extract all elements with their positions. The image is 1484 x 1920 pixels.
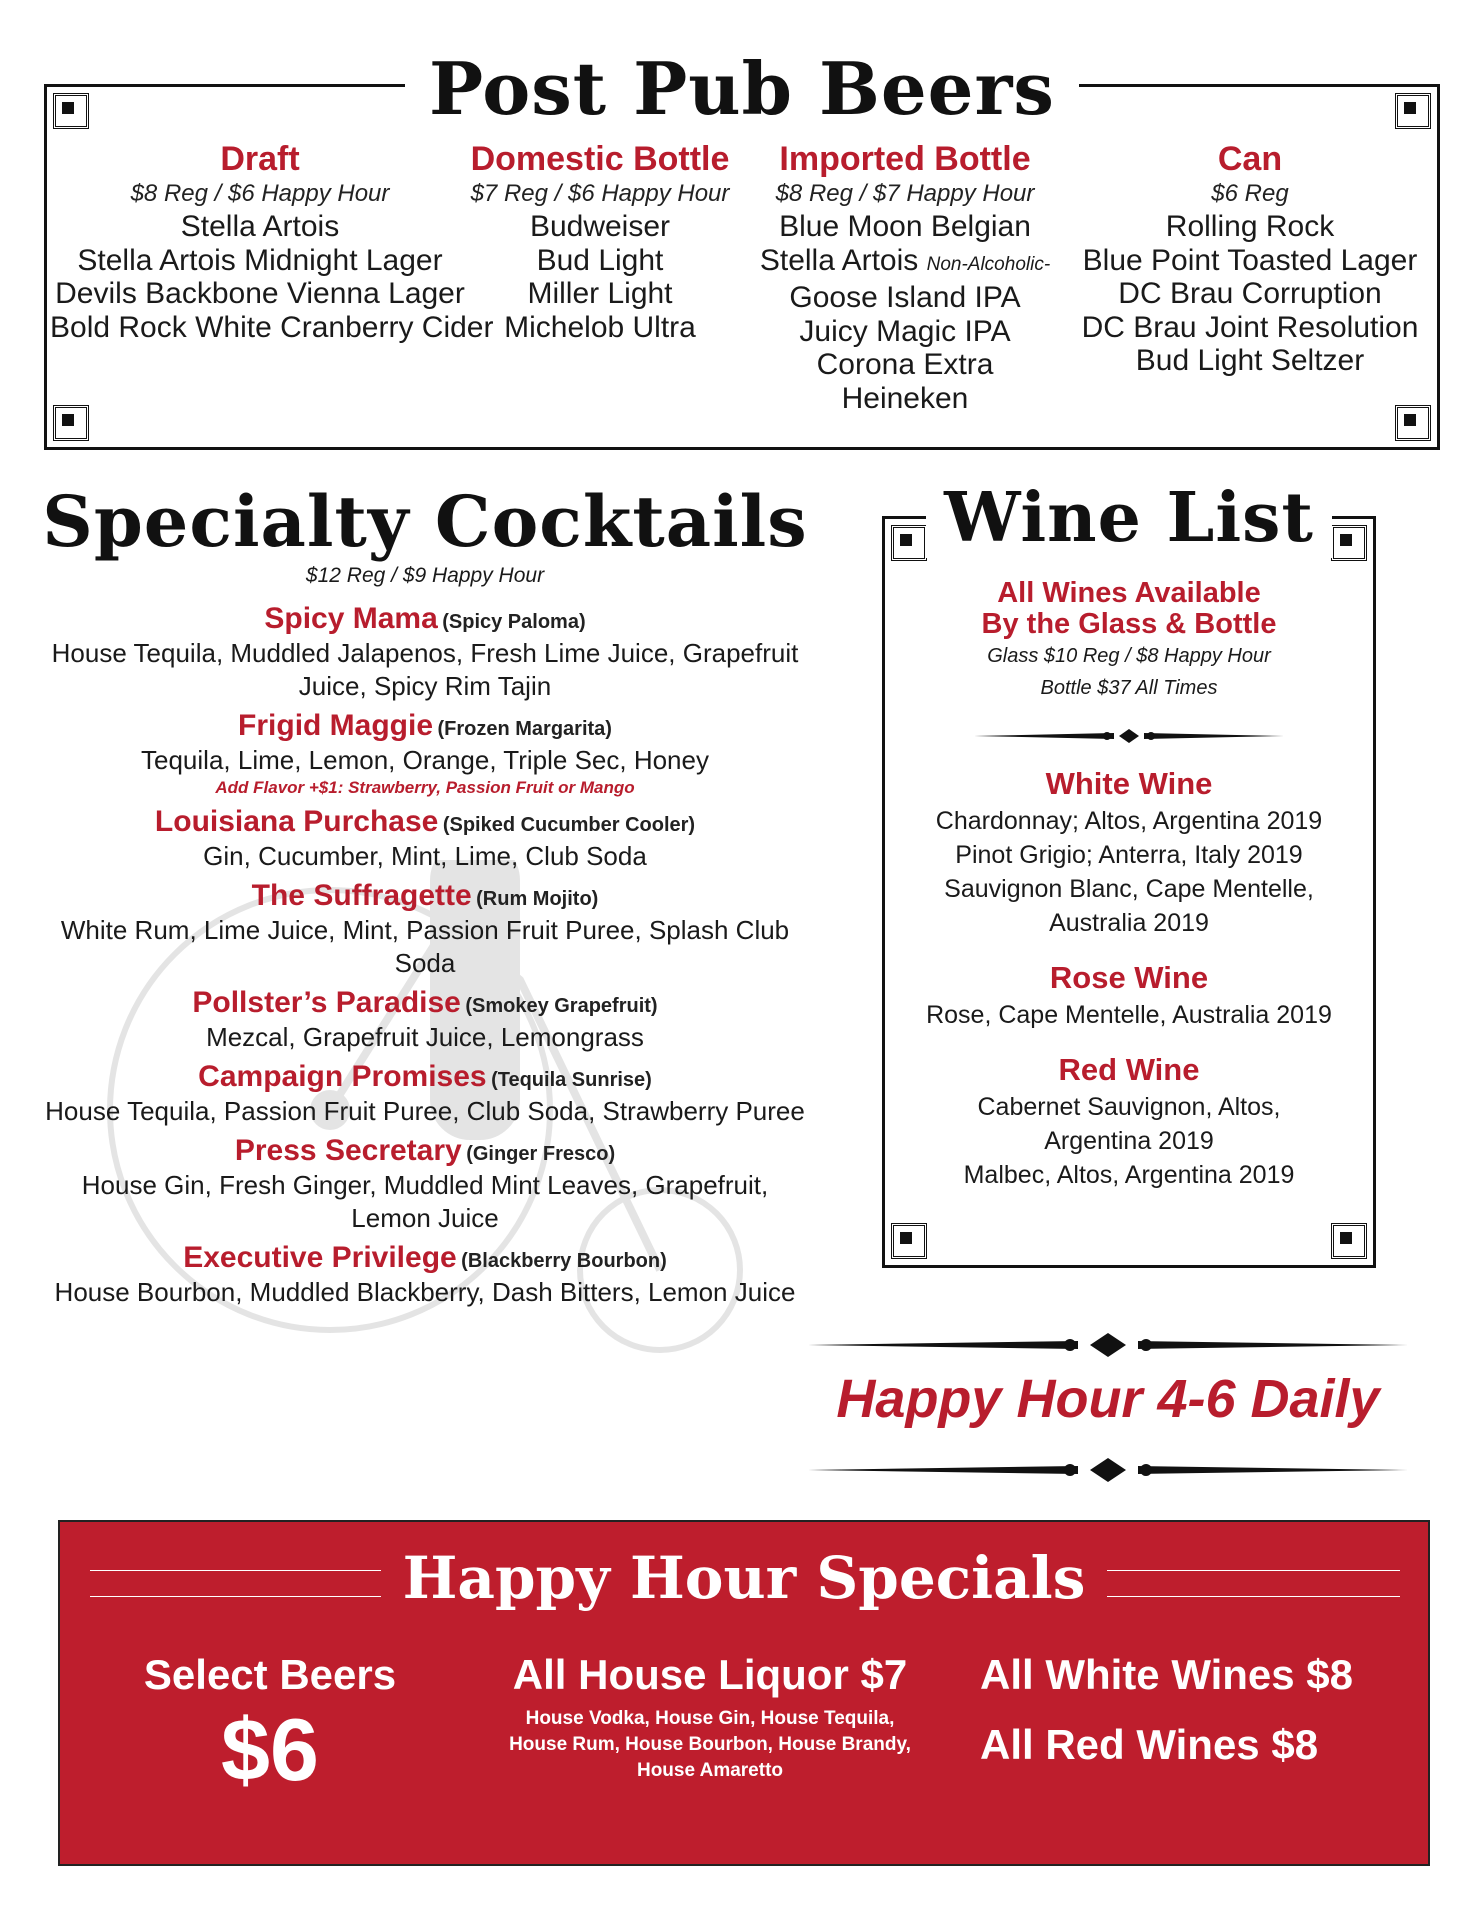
beer-column-imported [745,140,1065,415]
cocktail-name: Pollster’s Paradise [192,986,461,1019]
beer-item: Blue Moon Belgian [779,210,1031,243]
flourish-divider-top [808,1330,1408,1360]
column-heading: Domestic Bottle [470,140,730,178]
special-liquor-list: House Amaretto [636,1760,784,1781]
cocktail-name: Press Secretary [234,1134,462,1167]
wine-section-heading: White Wine [1045,766,1213,801]
special-red-wines: All Red Wines $8 [980,1721,1319,1768]
cocktail-subtitle: (Spiked Cucumber Cooler) [442,814,696,836]
cocktail-subtitle: (Spicy Paloma) [442,611,586,633]
special-beers-label: Select Beers [143,1651,397,1698]
wine-item: Cabernet Sauvignon, Altos, [977,1093,1281,1121]
cocktail-item [40,877,810,980]
beer-item: Devils Backbone Vienna Lager [55,277,465,310]
beer-item: Michelob Ultra [504,310,696,344]
cocktail-subtitle: (Tequila Sunrise) [491,1069,652,1091]
beers-title: Post Pub Beers [405,46,1079,131]
wine-bottle-price: Bottle $37 All Times [1040,677,1218,699]
specials-title: Happy Hour Specials [381,1544,1108,1612]
beer-item-with-note [745,244,1065,282]
wine-section-heading: Rose Wine [1049,960,1209,995]
special-liquor-list: House Vodka, House Gin, House Tequila, [525,1708,895,1729]
cocktail-ingredients: House Tequila, Muddled Jalapenos, Fresh Lime Juice, Grapefruit Juice, Spicy Rim Tajin [51,638,799,701]
beer-item: Stella Artois [180,210,340,243]
special-beers [100,1650,440,1800]
wine-glass-price: Glass $10 Reg / $8 Happy Hour [987,645,1271,667]
column-price: $8 Reg / $7 Happy Hour [775,180,1035,207]
cocktail-item [40,1239,810,1309]
cocktail-list [40,600,810,1313]
cocktail-name: Campaign Promises [198,1060,487,1093]
beer-item: Juicy Magic IPA [799,314,1011,348]
cocktail-subtitle: (Ginger Fresco) [466,1143,616,1165]
cocktail-item [40,707,810,799]
wine-headline: All Wines Available [997,577,1261,609]
beer-item: Bud Light Seltzer [1135,344,1365,377]
cocktail-ingredients: House Gin, Fresh Ginger, Muddled Mint Leaves, Grapefruit, Lemon Juice [81,1170,769,1233]
specials-panel [58,1520,1430,1866]
cocktail-item [40,984,810,1054]
wine-item: Rose, Cape Mentelle, Australia 2019 [926,1001,1332,1029]
flourish-divider [974,726,1284,746]
specials-title-wrap [60,1544,1428,1612]
cocktail-name: Frigid Maggie [238,709,434,742]
column-heading: Draft [220,140,300,178]
beer-item: Stella Artois Midnight Lager [77,243,443,277]
cocktail-item [40,1058,810,1128]
cocktails-price: $12 Reg / $9 Happy Hour [305,564,545,587]
beer-item: Goose Island IPA [789,281,1021,314]
corner-ornament [1331,1223,1367,1259]
corner-ornament [53,405,89,441]
beer-column-domestic [465,140,735,344]
cocktail-name: The Suffragette [251,879,472,912]
cocktail-ingredients: House Tequila, Passion Fruit Puree, Club Soda, Strawberry Puree [45,1096,805,1126]
wine-item: Australia 2019 [1049,909,1209,937]
beer-item: Heineken [841,381,969,415]
beer-item: Budweiser [529,210,671,243]
beer-item: Stella Artois [759,243,919,277]
wine-headline: By the Glass & Bottle [981,608,1277,640]
corner-ornament [1395,405,1431,441]
cocktail-name: Louisiana Purchase [154,805,439,838]
wine-section-heading: Red Wine [1058,1052,1200,1087]
cocktail-subtitle: (Blackberry Bourbon) [461,1250,667,1272]
cocktail-item [40,1132,810,1235]
special-beers-price: $6 [221,1700,319,1799]
beer-item: DC Brau Corruption [1118,277,1382,310]
corner-ornament [891,1223,927,1259]
wine-content [882,578,1376,1192]
flourish-divider-bottom [808,1455,1408,1485]
cocktail-subtitle: (Frozen Margarita) [437,718,612,740]
cocktail-ingredients: House Bourbon, Muddled Blackberry, Dash Bitters, Lemon Juice [54,1277,796,1307]
cocktail-ingredients: White Rum, Lime Juice, Mint, Passion Fruit Puree, Splash Club Soda [60,915,790,978]
wine-item: Chardonnay; Altos, Argentina 2019 [935,807,1323,835]
cocktail-name: Executive Privilege [183,1241,457,1274]
cocktail-item [40,600,810,703]
beer-item: Bud Light [536,243,664,277]
cocktails-title: Specialty Cocktails [42,480,808,563]
wine-title-wrap [882,478,1376,558]
special-wines [980,1650,1400,1770]
cocktail-ingredients: Tequila, Lime, Lemon, Orange, Triple Sec, Honey [141,745,709,775]
special-liquor-list: House Rum, House Bourbon, House Brandy, [509,1734,911,1755]
beer-item: DC Brau Joint Resolution [1081,310,1419,344]
beer-column-draft [50,140,494,344]
cocktail-ingredients: Mezcal, Grapefruit Juice, Lemongrass [206,1022,644,1052]
wine-item: Sauvignon Blanc, Cape Mentelle, [944,875,1314,903]
cocktail-addon: Add Flavor +$1: Strawberry, Passion Fruit or Mango [215,778,635,797]
cocktail-subtitle: (Rum Mojito) [476,888,599,910]
beer-item: Blue Point Toasted Lager [1082,243,1418,277]
column-heading: Imported Bottle [779,140,1031,178]
beer-column-can [1080,140,1420,378]
cocktail-ingredients: Gin, Cucumber, Mint, Lime, Club Soda [203,841,647,871]
wine-item: Malbec, Altos, Argentina 2019 [963,1161,1295,1189]
wine-title: Wine List [926,478,1332,558]
special-liquor-label: All House Liquor $7 [512,1651,908,1698]
beer-item: Miller Light [527,277,673,310]
wine-item: Argentina 2019 [1044,1127,1214,1155]
beer-item: Bold Rock White Cranberry Cider [50,310,494,344]
column-price: $7 Reg / $6 Happy Hour [470,180,730,207]
column-price: $6 Reg [1211,180,1289,207]
cocktail-subtitle: (Smokey Grapefruit) [465,995,658,1017]
cocktail-item [40,803,810,873]
special-liquor [470,1650,950,1784]
column-heading: Can [1217,140,1283,178]
cocktail-name: Spicy Mama [264,602,438,635]
beer-note: Non-Alcoholic- [926,253,1051,275]
special-white-wines: All White Wines $8 [980,1651,1354,1698]
wine-item: Pinot Grigio; Anterra, Italy 2019 [955,841,1303,869]
happy-hour-text: Happy Hour 4-6 Daily [836,1369,1380,1429]
beers-title-wrap [0,46,1484,131]
beer-item: Rolling Rock [1165,210,1335,243]
beer-item: Corona Extra [816,348,994,381]
column-price: $8 Reg / $6 Happy Hour [130,180,390,207]
